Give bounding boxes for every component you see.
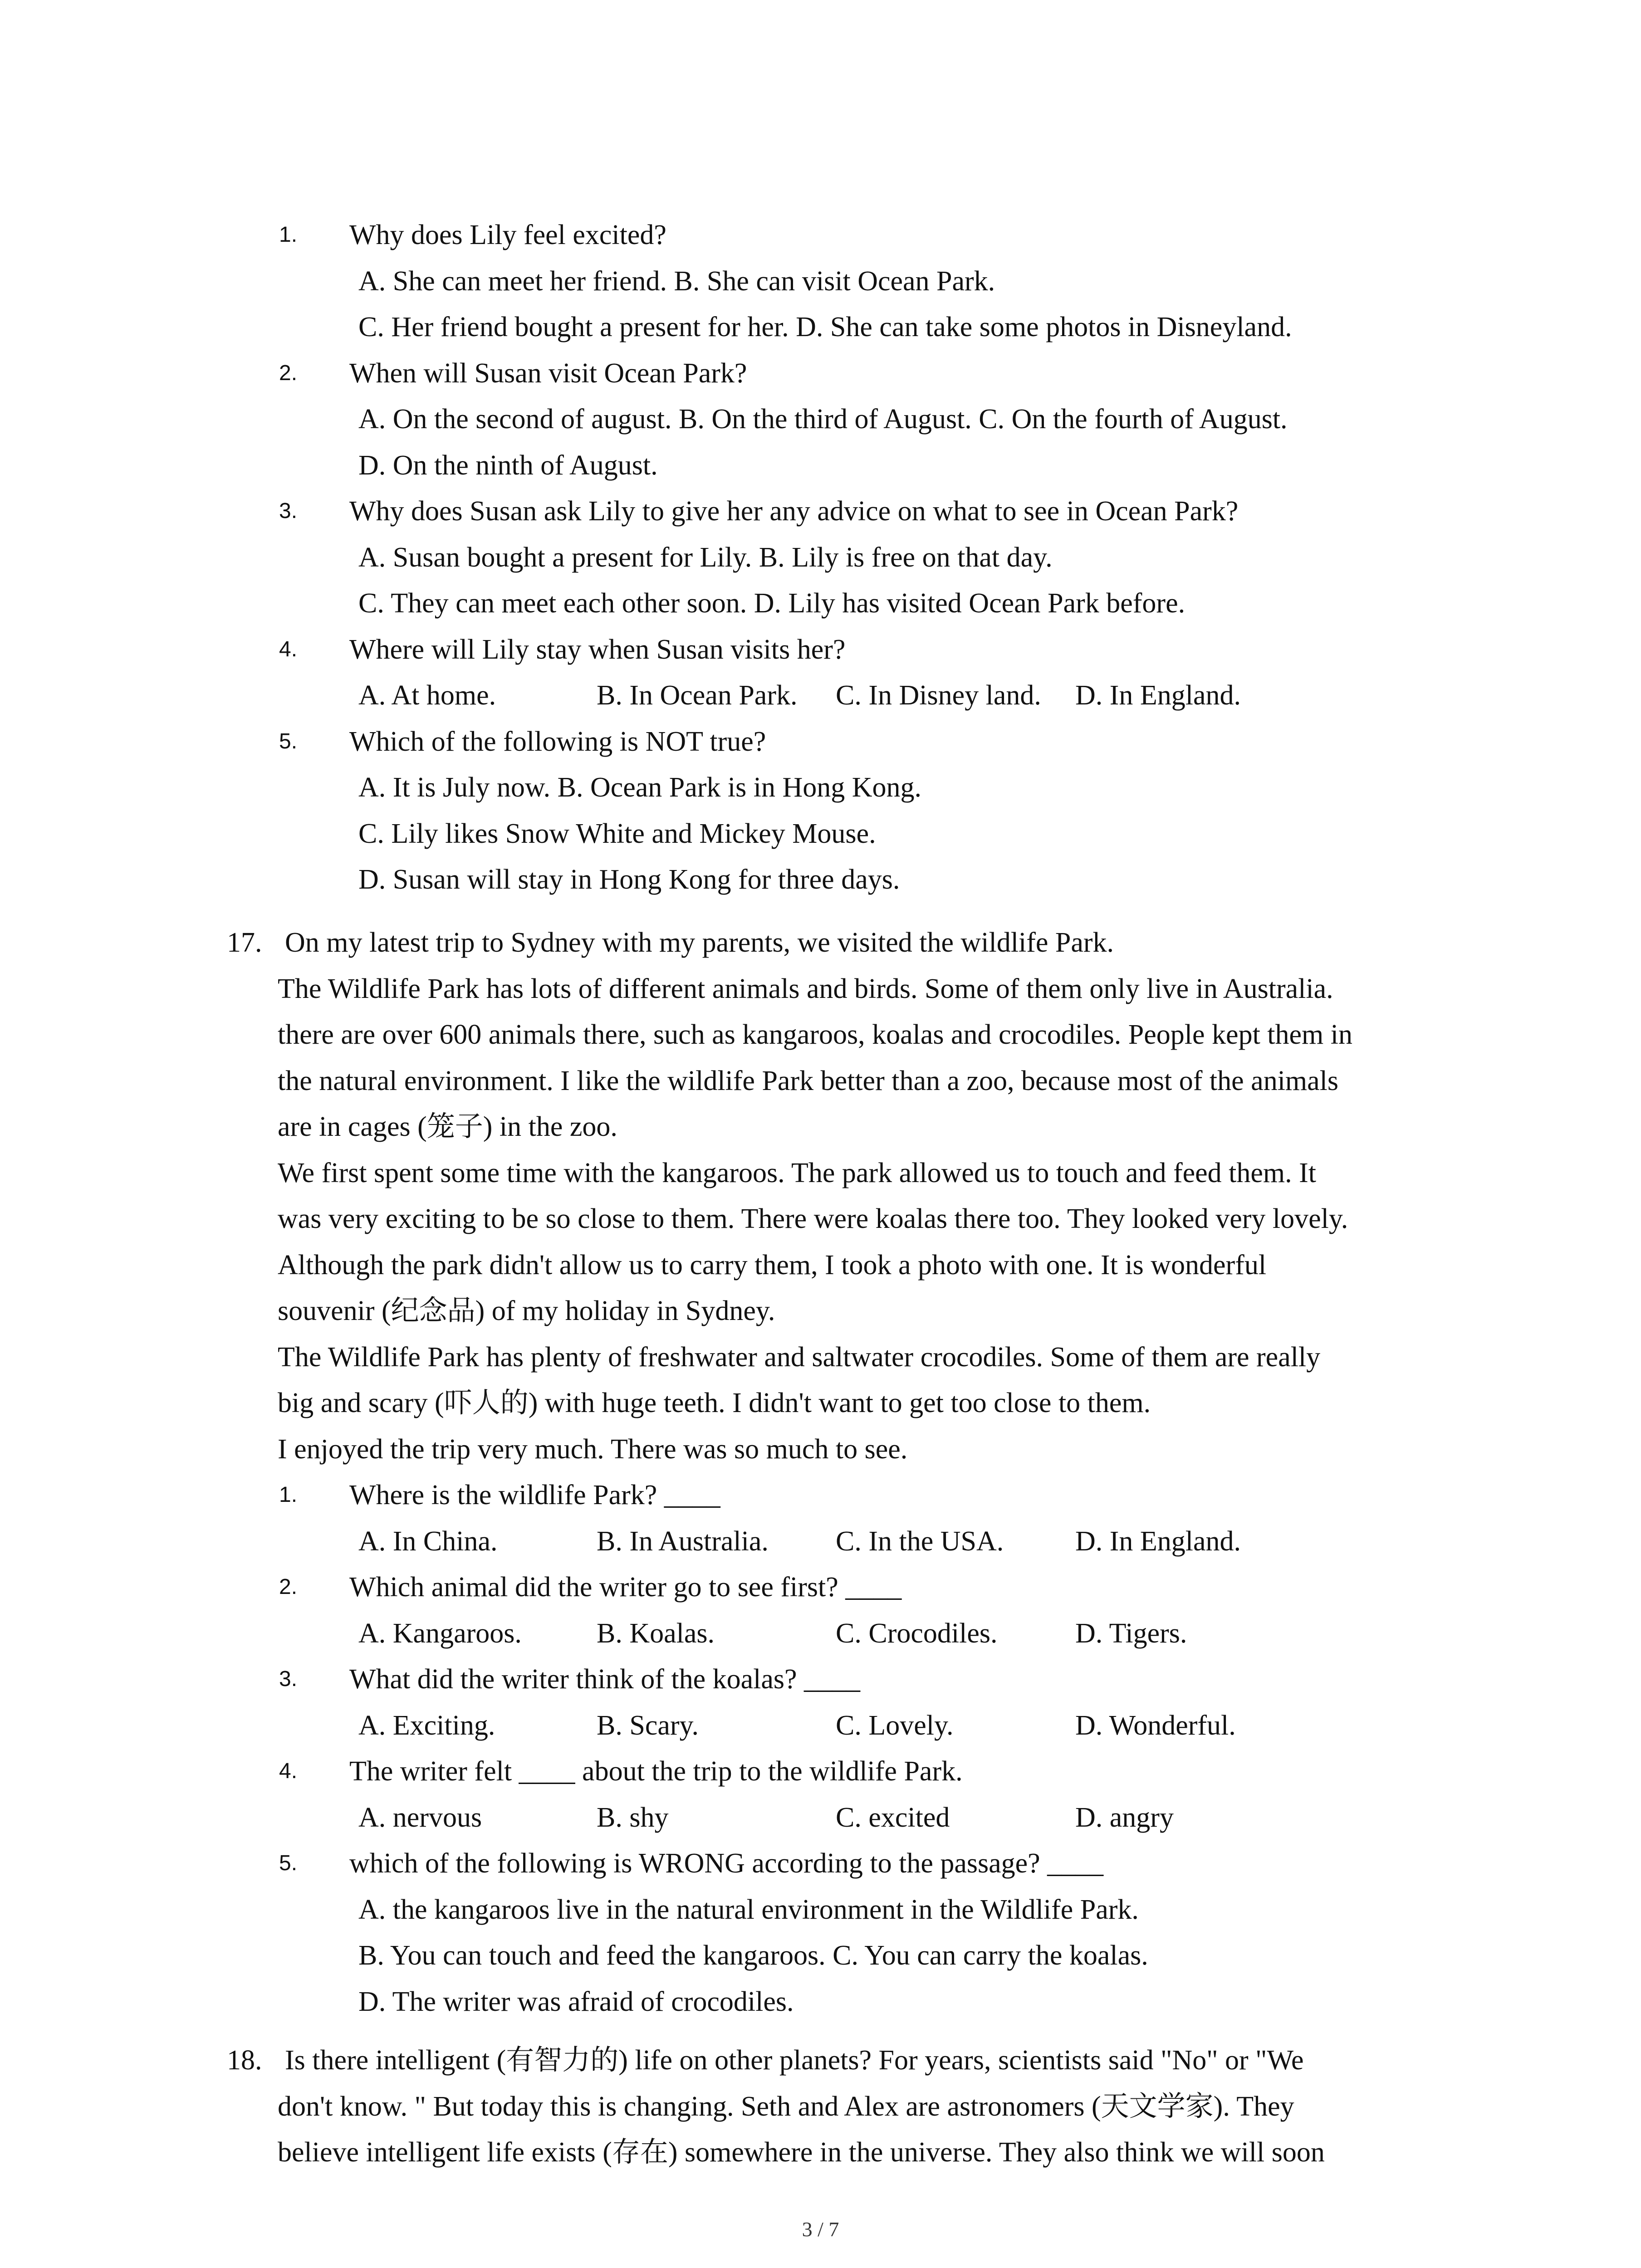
answer-option-line: A. She can meet her friend. B. She can visit Ocean Park.: [358, 265, 995, 297]
question-text: which of the following is WRONG according to the passage? ____: [349, 1848, 1104, 1879]
section-number: 17.: [227, 927, 262, 958]
question-text: Where will Lily stay when Susan visits her?: [349, 634, 846, 665]
question-number: 5.: [279, 1851, 298, 1875]
answer-option-line: D. Susan will stay in Hong Kong for three days.: [358, 864, 900, 895]
passage-line: don't know. " But today this is changing. Seth and Alex are astronomers (天文学家). They: [278, 2091, 1294, 2122]
question-number: 3.: [279, 499, 298, 523]
answer-option-line: A. the kangaroos live in the natural environment in the Wildlife Park.: [358, 1894, 1139, 1925]
question-text: Where is the wildlife Park? ____: [349, 1480, 720, 1510]
question-number: 1.: [279, 1483, 298, 1507]
passage-line: there are over 600 animals there, such as kangaroos, koalas and crocodiles. People kept them in: [278, 1019, 1352, 1050]
answer-option: C. Crocodiles.: [836, 1618, 998, 1649]
question-text: The writer felt ____ about the trip to the wildlife Park.: [349, 1756, 963, 1787]
answer-option-line: C. They can meet each other soon. D. Lily has visited Ocean Park before.: [358, 588, 1185, 619]
passage-line: Is there intelligent (有智力的) life on other planets? For years, scientists said "No" or "We: [285, 2045, 1304, 2076]
page-number: 3 / 7: [802, 2218, 839, 2241]
question-text: Why does Susan ask Lily to give her any advice on what to see in Ocean Park?: [349, 496, 1239, 527]
answer-option: B. Koalas.: [597, 1618, 715, 1649]
question-number: 4.: [279, 1759, 298, 1783]
answer-option-line: A. It is July now. B. Ocean Park is in Hong Kong.: [358, 772, 922, 803]
answer-option: A. In China.: [358, 1525, 498, 1557]
answer-option: C. In Disney land.: [836, 680, 1041, 711]
passage-line: Although the park didn't allow us to carry them, I took a photo with one. It is wonderful: [278, 1249, 1267, 1281]
question-number: 2.: [279, 1575, 298, 1599]
answer-option: B. In Ocean Park.: [597, 680, 798, 711]
answer-option-line: C. Her friend bought a present for her. D. She can take some photos in Disneyland.: [358, 312, 1292, 342]
question-number: 2.: [279, 361, 298, 385]
section-number: 18.: [227, 2045, 262, 2076]
question-number: 4.: [279, 637, 298, 661]
passage-line: We first spent some time with the kangaroos. The park allowed us to touch and feed them. It: [278, 1157, 1317, 1188]
question-number: 3.: [279, 1667, 298, 1691]
answer-option: C. In the USA.: [836, 1525, 1004, 1557]
answer-option: C. excited: [836, 1802, 950, 1833]
answer-option: A. Exciting.: [358, 1710, 495, 1741]
passage-line: the natural environment. I like the wildlife Park better than a zoo, because most of the animals: [278, 1065, 1339, 1096]
answer-option-line: B. You can touch and feed the kangaroos. C. You can carry the koalas.: [358, 1940, 1148, 1971]
question-number: 5.: [279, 729, 298, 753]
passage-line: was very exciting to be so close to them. There were koalas there too. They looked very lovely.: [278, 1203, 1348, 1234]
answer-option-line: A. On the second of august. B. On the third of August. C. On the fourth of August.: [358, 404, 1288, 435]
answer-option-line: A. Susan bought a present for Lily. B. Lily is free on that day.: [358, 542, 1053, 573]
answer-option: B. In Australia.: [597, 1525, 769, 1557]
question-text: Why does Lily feel excited?: [349, 220, 666, 250]
passage-line: The Wildlife Park has lots of different animals and birds. Some of them only live in Australia.: [278, 973, 1333, 1004]
passage-line: I enjoyed the trip very much. There was so much to see.: [278, 1433, 908, 1465]
passage-line: The Wildlife Park has plenty of freshwater and saltwater crocodiles. Some of them are really: [278, 1341, 1321, 1373]
question-text: Which of the following is NOT true?: [349, 726, 766, 757]
answer-option-line: C. Lily likes Snow White and Mickey Mouse.: [358, 818, 876, 849]
question-text: Which animal did the writer go to see first? ____: [349, 1572, 902, 1603]
answer-option: C. Lovely.: [836, 1710, 954, 1741]
answer-option: D. In England.: [1075, 680, 1241, 711]
answer-option-line: D. On the ninth of August.: [358, 450, 658, 481]
question-number: 1.: [279, 223, 298, 247]
answer-option: D. angry: [1075, 1802, 1174, 1833]
answer-option: A. At home.: [358, 680, 496, 711]
passage-line: souvenir (纪念品) of my holiday in Sydney.: [278, 1295, 775, 1326]
passage-line: believe intelligent life exists (存在) somewhere in the universe. They also think we will soon: [278, 2137, 1325, 2168]
passage-line: big and scary (吓人的) with huge teeth. I didn't want to get too close to them.: [278, 1388, 1151, 1418]
question-text: When will Susan visit Ocean Park?: [349, 357, 747, 389]
passage-line: are in cages (笼子) in the zoo.: [278, 1111, 617, 1142]
answer-option: D. Tigers.: [1075, 1618, 1187, 1649]
answer-option-line: D. The writer was afraid of crocodiles.: [358, 1986, 794, 2017]
answer-option: D. Wonderful.: [1075, 1710, 1236, 1741]
passage-line: On my latest trip to Sydney with my parents, we visited the wildlife Park.: [285, 927, 1114, 958]
answer-option: B. shy: [597, 1802, 669, 1833]
answer-option: B. Scary.: [597, 1710, 699, 1741]
answer-option: D. In England.: [1075, 1525, 1241, 1557]
question-text: What did the writer think of the koalas? ____: [349, 1664, 861, 1695]
answer-option: A. nervous: [358, 1802, 482, 1833]
answer-option: A. Kangaroos.: [358, 1618, 522, 1649]
